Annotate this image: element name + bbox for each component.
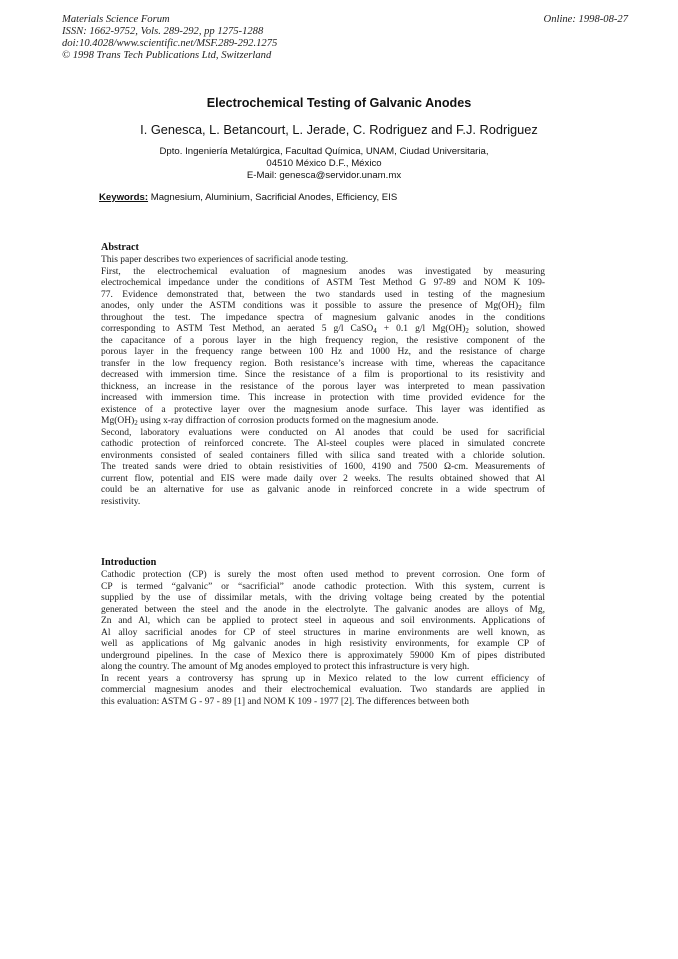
text-line: 77. Evidence demonstrated that, between the two standards used in testing of the magnesium [101,289,545,300]
affiliation-line: Dpto. Ingeniería Metalúrgica, Facultad Química, UNAM, Ciudad Universitaria, [159,146,489,157]
text-line: Cathodic protection (CP) is surely the most often used method to prevent corrosion. One form of [101,570,545,580]
journal-header [62,14,277,62]
introduction-body [101,570,545,708]
text-line: increased with immersion time. This increase in protection with time provided evidence for the [101,393,545,403]
text-line: the capacitance of a porous layer in the high frequency region, the resistive component of the [101,335,545,346]
text-line: current flow, potential and EIS were made daily over 2 weeks. The results obtained showed that Al [101,473,545,484]
doi-link[interactable]: doi:10.4028/www.scientific.net/MSF.289-292.1275 [62,38,278,49]
text-line: generated between the steel and the anode in the electrolyte. The galvanic anodes are alloys of Mg, [101,604,545,615]
text-line: well as applications of Mg galvanic anodes in high resistivity environments, for example CP of [101,639,545,649]
text-line: CP is termed “galvanic” or “sacrificial” anode cathodic protection. With this system, current is [101,581,545,592]
email-link[interactable]: E-Mail: genesca@servidor.unam.mx [246,169,402,181]
keywords-label: Keywords: [99,192,149,203]
text-line: transfer in the low frequency region. Both resistance’s increase with time, whereas the capacitance [101,358,545,369]
text-line: could be an alternative for use as galvanic anode in reinforced concrete in a wide spectrum of [101,485,545,495]
issn-line: ISSN: 1662-9752, Vols. 289-292, pp 1275-1288 [62,26,264,37]
text-line: existence of a protective layer over the magnesium anode surface. This layer was identified as [101,404,545,415]
text-line: decreased with immersion time. Since the resistance of a film is proportional to its resistivity and [101,370,545,380]
text-line: Al alloy sacrificial anodes for CP of steel structures in marine environments are well known, as [101,627,545,638]
text-line: The treated sands were dried to obtain resistivities of 1600, 4190 and 7500 Ω-cm. Measurements of [101,462,545,472]
text-line: resistivity. [101,496,141,507]
text-line: cathodic protection of reinforced concrete. The Al-steel couples were placed in simulated concrete [101,439,545,449]
text-line: $Mg(OH)_2$ using x-ray diffraction of corrosion products formed on the magnesium anode. [101,416,439,427]
copyright-line: © 1998 Trans Tech Publications Ltd, Switzerland [62,50,272,61]
text-line: supplied by the use of dissimilar metals, with the driving voltage being created by the potential [101,593,545,603]
online-date: Online: 1998-08-27 [543,14,628,25]
author-list: I. Genesca, L. Betancourt, L. Jerade, C. Rodriguez and F.J. Rodriguez [140,122,538,137]
text-line: porous layer in the frequency range between 100 Hz and 1000 Hz, and the resistance of charge [101,347,545,357]
paper-title: Electrochemical Testing of Galvanic Anodes [206,96,472,110]
text-line: commercial magnesium anodes and their electrochemical evaluation. Two standards are applied in [101,685,545,695]
journal-name: Materials Science Forum [62,14,170,25]
abstract-body [101,255,545,508]
text-line: underground pipelines. In the case of Mexico there is approximately 59000 Km of pipes distributed [101,650,545,661]
text-line: In recent years a controversy has sprung up in Mexico related to the low current efficiency of [101,673,545,684]
text-line: corresponding to ASTM Test Method, an aerated 5 g/l CaSO$_4$ + 0.1 g/l $Mg(OH)_2$ solution, showed [101,324,545,335]
text-line: Zn and Al, which can be applied to protect steel in aqueous and soil environments. Applications of [101,616,545,626]
affiliation-line: 04510 México D.F., México [266,157,382,169]
introduction-heading: Introduction [101,557,157,568]
text-line: electrochemical impedance under the conditions of ASTM Test Method G 97-89 and NOM K 109- [101,278,545,288]
keywords-text: Magnesium, Aluminium, Sacrificial Anodes, Efficiency, EIS [150,192,398,203]
text-line: this evaluation: ASTM G - 97 - 89 [1] and NOM K 109 - 1977 [2]. The differences between both [101,696,469,707]
text-line: thickness, an increase in the resistance of the porous layer was interpreted to mean passivation [101,381,545,392]
text-line: environments consisted of sealed containers filled with silica sand treated with a chloride solution. [101,450,545,461]
affiliation-block [0,146,648,181]
text-line: throughout the test. The impedance spectra of magnesium galvanic anodes in the conditions [101,312,545,323]
text-line: First, the electrochemical evaluation of magnesium anodes was investigated by measuring [101,266,545,277]
text-line: Second, laboratory evaluations were conducted on Al anodes that could be used for sacrificial [101,427,545,438]
text-line: anodes, only under the ASTM conditions was it possible to assure the presence of $Mg(OH)_2$ film [101,301,545,312]
text-line: along the country. The amount of Mg anodes employed to protect this infrastructure is very high. [101,662,470,672]
keywords-line [99,192,397,203]
abstract-heading: Abstract [101,242,139,253]
text-line: This paper describes two experiences of sacrificial anode testing. [101,255,349,265]
